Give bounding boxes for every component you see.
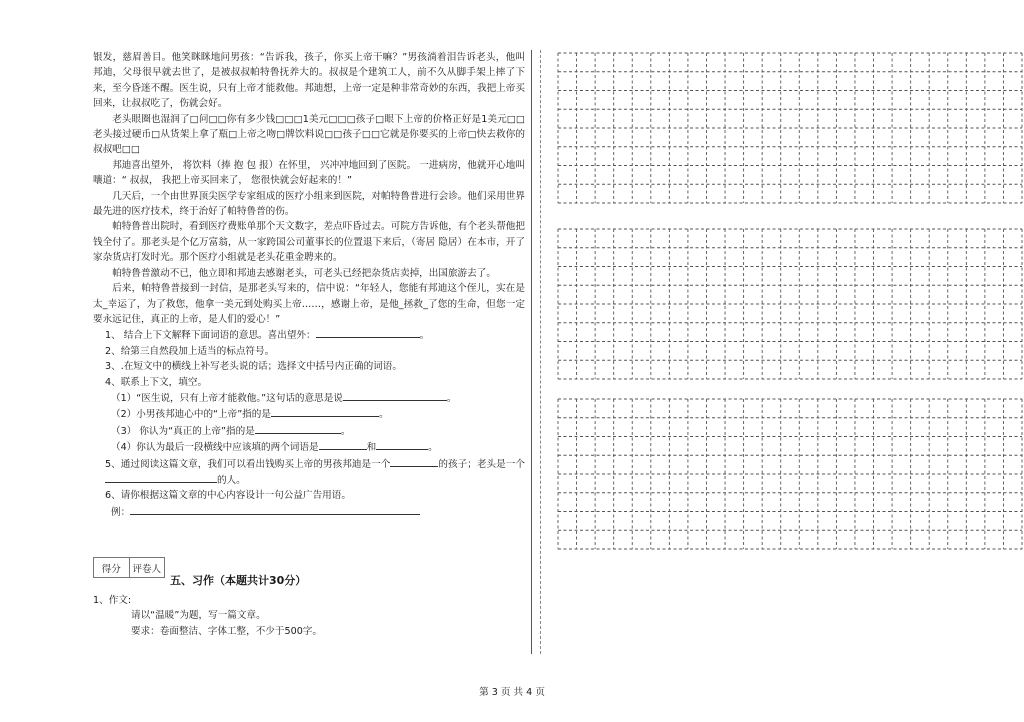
paragraph-7: 后来，帕特鲁普接到一封信，是那老头写来的，信中说：“年轻人，您能有邦迪这个侄儿，实在是太_幸运了，为了救您，他拿一美元到处购买上帝……，感谢上帝，是他_拯救_了您的生命，但您一定要永远记住，真正的上帝，是人们的爱心！” <box>93 283 525 325</box>
reading-passage <box>93 50 525 520</box>
section-title: 五、习作（本题共计30分） <box>170 574 307 587</box>
question-4-1: （1）“医生说，只有上帝才能救他。”这句话的意思是说 。 <box>93 390 525 406</box>
paragraph-3: 邦迪喜出望外， 将饮料（捧 抱 包 报）在怀里， 兴冲冲地回到了医院。 一进病房，他就开心地叫嚷道：“ 叔叔， 我把上帝买回来了， 您很快就会好起来的！” <box>93 159 525 187</box>
question-4-3: （3） 你认为“真正的上帝”指的是 。 <box>93 423 525 439</box>
composition-prompt <box>93 593 525 639</box>
score-label: 得分 <box>94 558 130 577</box>
question-6-example: 例： <box>93 504 525 520</box>
composition-item: 1、作文: <box>93 595 132 606</box>
column-divider <box>531 50 532 654</box>
grader-label: 评卷人 <box>132 563 162 575</box>
paragraph-1: 银发，慈眉善目。他笑眯眯地问男孩：“告诉我，孩子，你买上帝干嘛？”男孩淌着泪告诉老头，他叫邦迪，父母很早就去世了，是被叔叔帕特鲁抚养大的。叔叔是个建筑工人，前不久从脚手架上摔了下来，至今昏迷不醒。医生说，只有上帝才能救他。邦迪想，上帝一定是种非常奇妙的东西，我把上帝买回来，让叔叔吃了，伤就会好。 <box>93 52 525 110</box>
question-4: 4、联系上下文，填空。 <box>105 376 208 388</box>
question-3: 3、.在短文中的横线上补写老头说的话；选择文中括号内正确的词语。 <box>105 361 402 373</box>
writing-grid-3[interactable] <box>557 398 1023 550</box>
question-5: 5、通过阅读这篇文章，我们可以看出钱购买上帝的男孩邦迪是一个 的孩子；老头是一个的人。 <box>93 456 525 489</box>
paragraph-4: 几天后，一个由世界顶尖医学专家组成的医疗小组来到医院，对帕特鲁普进行会诊。他们采用世界最先进的医疗技术，终于治好了帕特鲁普的伤。 <box>93 190 525 218</box>
paragraph-2: 老头眼圈也湿润了□问□□你有多少钱□□□1美元□□□孩子□眼下上帝的价格正好是1美元□□老头接过硬币□从货架上拿了瓶□上帝之吻□牌饮料说□□孩子□□它就是你要买的上帝□快去救你的叔叔吧□□ <box>93 113 525 156</box>
question-4-2: （2）小男孩邦迪心中的“上帝”指的是 。 <box>93 406 525 422</box>
question-4-4: （4）你认为最后一段横线中应该填的两个词语是 和 。 <box>93 439 525 455</box>
binding-line <box>540 50 541 654</box>
question-2: 2、给第三自然段加上适当的标点符号。 <box>105 345 275 357</box>
answer-blank[interactable] <box>105 472 217 483</box>
question-1: 1、 结合上下文解释下面词语的意思。喜出望外： 。 <box>93 327 525 343</box>
answer-blank[interactable] <box>316 327 420 338</box>
writing-grid-2[interactable] <box>557 228 1023 380</box>
page-footer: 第 3 页 共 4 页 <box>479 687 545 698</box>
score-box <box>93 557 165 578</box>
answer-blank[interactable] <box>255 423 341 434</box>
answer-blank[interactable] <box>343 390 447 401</box>
composition-requirements: 要求：卷面整洁、字体工整，不少于500字。 <box>131 625 322 637</box>
paragraph-5: 帕特鲁普出院时，看到医疗费账单那个天文数字，差点吓昏过去。可院方告诉他，有个老头帮他把钱全付了。那老头是个亿万富翁，从一家跨国公司董事长的位置退下来后，（寄居 隐居）在本市，开了家杂货店打发时光。那个医疗小组就是老头花重金聘来的。 <box>93 221 525 264</box>
answer-blank[interactable] <box>271 406 379 417</box>
grid-svg <box>557 398 1023 550</box>
question-6: 6、请你根据这篇文章的中心内容设计一句公益广告用语。 <box>105 490 351 502</box>
answer-blank[interactable] <box>376 439 428 450</box>
answer-blank[interactable] <box>319 439 367 450</box>
paragraph-6: 帕特鲁普激动不已，他立即和邦迪去感谢老头，可老头已经把杂货店卖掉，出国旅游去了。 <box>112 267 496 279</box>
writing-grid-1[interactable] <box>557 52 1023 204</box>
grid-svg <box>557 228 1023 380</box>
answer-blank[interactable] <box>390 456 438 467</box>
answer-blank[interactable] <box>130 504 420 515</box>
composition-topic: 请以“温暖”为题，写一篇文章。 <box>131 610 266 622</box>
grid-svg <box>557 52 1023 204</box>
